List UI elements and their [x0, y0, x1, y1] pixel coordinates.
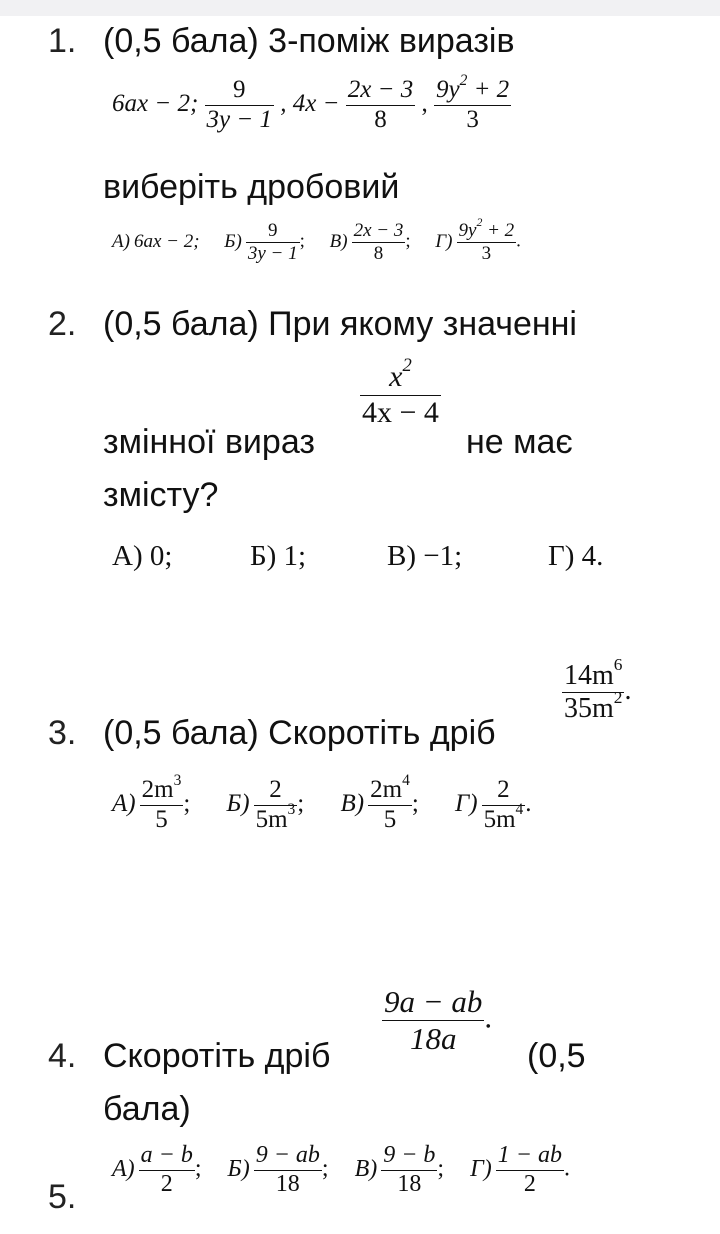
q3-text: Скоротіть дріб — [258, 714, 496, 752]
q1-text: 3-поміж виразів — [258, 22, 515, 60]
q3-option-b[interactable]: Б) $\frac{2}{5m^3}$ ; — [226, 776, 305, 833]
q3-option-a[interactable]: А) $\frac{2m^3}{5}$ ; — [112, 771, 191, 833]
q1-expr-frac3-num: $9y^2 + 2$ — [435, 71, 510, 103]
q1-expression — [112, 71, 511, 135]
q1-option-c[interactable]: В) $\frac{2x - 3}{8}$ ; — [329, 220, 411, 264]
q1-prefix: (0,5 бала) — [103, 22, 259, 60]
q1-option-b[interactable]: Б) $\frac{9}{3y - 1}$ ; — [224, 220, 305, 264]
q2-text: При якому значенні — [258, 305, 577, 343]
q4-option-b[interactable]: Б) $\frac{9 - ab}{18}$ ; — [227, 1142, 329, 1197]
q1-expr-1: 6ax − 2; — [112, 89, 199, 117]
q1-expr-frac1 — [205, 76, 274, 135]
q2-number: 2. — [48, 305, 77, 343]
q3-title — [103, 714, 496, 753]
q1-expr-frac3 — [434, 71, 511, 135]
q1-title — [103, 22, 515, 61]
q2-option-d[interactable]: Г) 4. — [548, 540, 604, 572]
q4-frac-end: . — [484, 999, 493, 1035]
q4-tail: (0,5 — [527, 1037, 586, 1075]
q3-frac-den: $35m^2$ — [564, 688, 623, 725]
q1-expr-comma: , — [421, 89, 428, 117]
q1-expr-frac2-num: 2x − 3 — [347, 76, 414, 103]
q3-option-c[interactable]: В) $\frac{2m^4}{5}$ ; — [340, 771, 419, 833]
q1-expr-2: , 4x − — [280, 89, 340, 117]
q1-expr-frac1-num: 9 — [233, 76, 246, 103]
q4-option-a[interactable]: А) $\frac{a - b}{2}$ ; — [112, 1142, 202, 1197]
q3-option-d[interactable]: Г) $\frac{2}{5m^4}$ . — [455, 776, 532, 833]
q2-text3: не має — [466, 423, 573, 461]
q2-frac-den: 4x − 4 — [362, 395, 439, 429]
q3-fraction — [562, 655, 632, 725]
q4-number: 4. — [48, 1037, 77, 1075]
q5-number: 5. — [48, 1178, 77, 1216]
q4-frac-den: 18a — [409, 1020, 457, 1056]
q2-option-b[interactable]: Б) 1; — [250, 540, 307, 572]
q4-fraction — [382, 984, 492, 1056]
q1-option-a[interactable]: А) 6ax − 2; — [112, 230, 200, 252]
q4-option-c[interactable]: В) $\frac{9 - b}{18}$ ; — [354, 1142, 445, 1197]
q2-option-c[interactable]: В) −1; — [387, 540, 463, 572]
q1-number: 1. — [48, 22, 77, 60]
q1-expr-frac1-den: 3y − 1 — [206, 105, 273, 133]
top-bar — [0, 0, 720, 16]
q3-options — [112, 771, 552, 835]
q4-text: Скоротіть дріб — [103, 1037, 331, 1075]
q4-options — [112, 1142, 590, 1198]
q1-expr-frac3-den: 3 — [466, 105, 479, 133]
q1-expr-frac2 — [346, 76, 415, 135]
q1-option-d[interactable]: Г) $\frac{9y^2 + 2}{3}$ . — [435, 216, 521, 264]
q1-expr-frac2-den: 8 — [374, 105, 387, 133]
q2-frac-num: $x^2$ — [389, 355, 412, 393]
q2-option-a[interactable]: А) 0; — [112, 540, 173, 572]
q3-prefix: (0,5 бала) — [103, 714, 259, 752]
q3-number: 3. — [48, 714, 77, 752]
q4-option-d[interactable]: Г) $\frac{1 - ab}{2}$ . — [470, 1142, 570, 1197]
q3-frac-end: . — [624, 675, 632, 707]
q1-text2: виберіть дробовий — [103, 168, 400, 206]
q4-frac-num: 9a − ab — [384, 984, 483, 1019]
q3-frac-num: $14m^6$ — [564, 655, 623, 691]
q2-fraction — [360, 355, 441, 430]
q2-text4: змісту? — [103, 476, 219, 514]
q2-title — [103, 305, 577, 344]
q2-text2: змінної вираз — [103, 423, 315, 461]
q2-prefix: (0,5 бала) — [103, 305, 259, 343]
q1-options — [112, 216, 541, 265]
q4-tail2: бала) — [103, 1090, 191, 1128]
